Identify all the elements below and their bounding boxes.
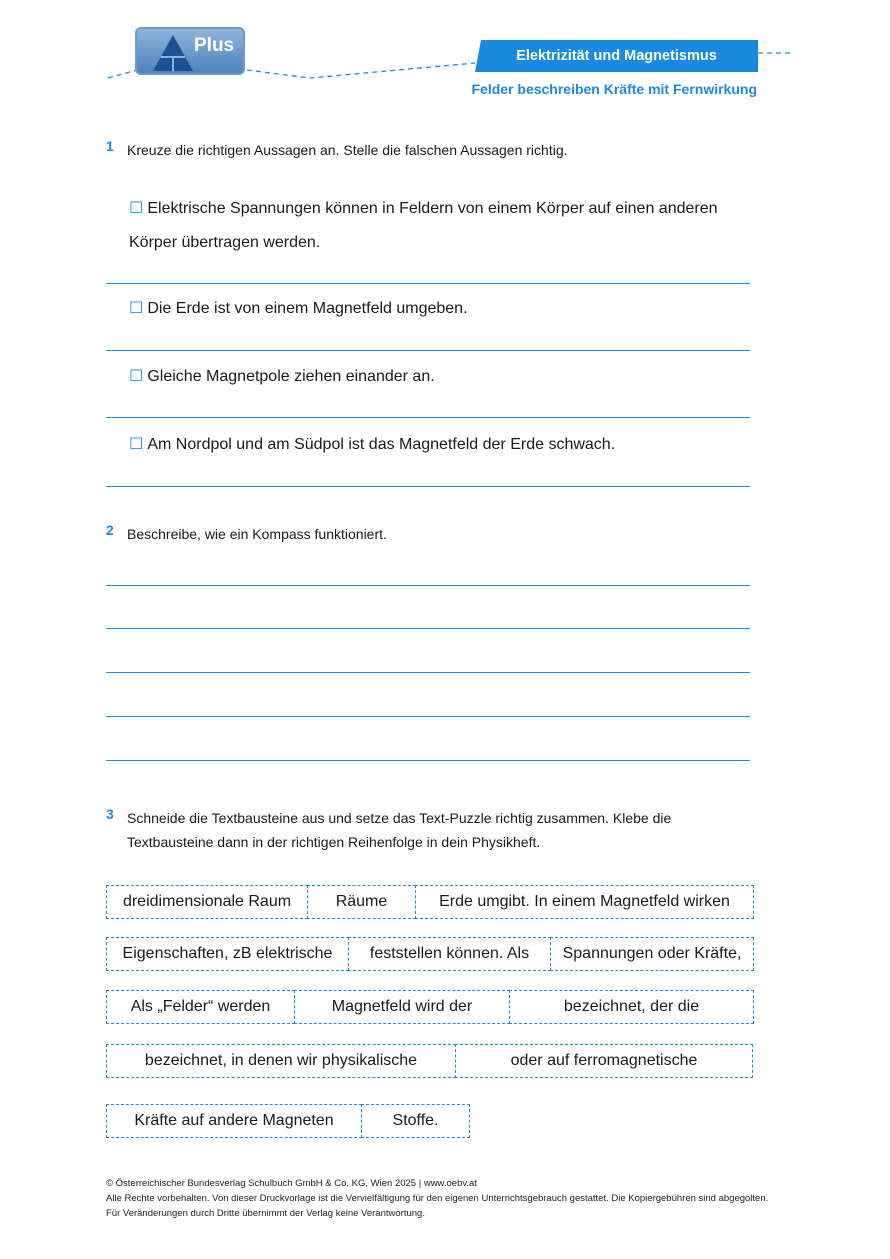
puzzle-piece[interactable]: Spannungen oder Kräfte, <box>550 937 754 971</box>
puzzle-piece[interactable]: Als „Felder“ werden <box>106 990 295 1024</box>
statement-text: Körper übertragen werden. <box>129 234 321 251</box>
puzzle-piece[interactable]: bezeichnet, in denen wir physikalische <box>106 1044 456 1078</box>
checkbox-icon[interactable]: ☐ <box>129 300 144 317</box>
task-1-instruction: Kreuze die richtigen Aussagen an. Stelle die falschen Aussagen richtig. <box>127 142 568 158</box>
puzzle-piece[interactable]: bezeichnet, der die <box>509 990 754 1024</box>
statement-text: Die Erde ist von einem Magnetfeld umgeben. <box>147 300 468 317</box>
answer-line[interactable] <box>106 672 750 673</box>
puzzle-piece[interactable]: Magnetfeld wird der <box>294 990 510 1024</box>
statement-1 <box>129 192 718 260</box>
statement-2 <box>129 292 468 326</box>
puzzle-piece[interactable]: dreidimensionale Raum <box>106 885 308 919</box>
answer-line[interactable] <box>106 486 750 487</box>
statement-3 <box>129 360 435 394</box>
checkbox-icon[interactable]: ☐ <box>129 436 144 453</box>
answer-line[interactable] <box>106 585 750 586</box>
answer-line[interactable] <box>106 283 750 284</box>
instruction-line: Textbausteine dann in der richtigen Reihenfolge in dein Physikheft. <box>127 834 541 850</box>
puzzle-row-2 <box>106 937 754 971</box>
task-3-instruction <box>127 806 671 854</box>
task-2-instruction: Beschreibe, wie ein Kompass funktioniert. <box>127 526 387 542</box>
checkbox-icon[interactable]: ☐ <box>129 368 144 385</box>
puzzle-piece[interactable]: Kräfte auf andere Magneten <box>106 1104 362 1138</box>
puzzle-row-4 <box>106 1044 753 1078</box>
puzzle-row-5 <box>106 1104 470 1138</box>
task-2-number: 2 <box>106 522 114 538</box>
checkbox-icon[interactable]: ☐ <box>129 200 144 217</box>
task-1-number: 1 <box>106 138 114 154</box>
answer-line[interactable] <box>106 760 750 761</box>
footer-line: © Österreichischer Bundesverlag Schulbuch GmbH & Co. KG, Wien 2025 | www.oebv.at <box>106 1178 477 1189</box>
puzzle-piece[interactable]: feststellen können. Als <box>348 937 551 971</box>
puzzle-piece[interactable]: Eigenschaften, zB elektrische <box>106 937 349 971</box>
task-3-number: 3 <box>106 806 114 822</box>
statement-text: Am Nordpol und am Südpol ist das Magnetfeld der Erde schwach. <box>147 436 616 453</box>
puzzle-piece[interactable]: Stoffe. <box>361 1104 470 1138</box>
puzzle-piece[interactable]: oder auf ferromagnetische <box>455 1044 753 1078</box>
footer-line: Alle Rechte vorbehalten. Von dieser Druckvorlage ist die Vervielfältigung für den eigenen Unterrichtsgebrauch gestattet. Die Kopiergebühren sind abgegolten. <box>106 1193 769 1204</box>
answer-line[interactable] <box>106 628 750 629</box>
copyright-footer <box>106 1176 768 1221</box>
puzzle-row-3 <box>106 990 754 1024</box>
answer-line[interactable] <box>106 417 750 418</box>
statement-text: Gleiche Magnetpole ziehen einander an. <box>147 368 435 385</box>
answer-line[interactable] <box>106 716 750 717</box>
puzzle-piece[interactable]: Räume <box>307 885 416 919</box>
banner-title: Elektrizität und Magnetismus <box>516 48 717 64</box>
triangle-logo-icon <box>151 33 195 73</box>
statement-4 <box>129 428 615 462</box>
plus-logo <box>135 27 245 75</box>
instruction-line: Schneide die Textbausteine aus und setze das Text-Puzzle richtig zusammen. Klebe die <box>127 810 672 826</box>
answer-line[interactable] <box>106 350 750 351</box>
statement-text: Elektrische Spannungen können in Feldern von einem Körper auf einen anderen <box>147 200 718 217</box>
logo-text: Plus <box>194 35 235 56</box>
page-subtitle: Felder beschreiben Kräfte mit Fernwirkung <box>471 81 757 97</box>
puzzle-piece[interactable]: Erde umgibt. In einem Magnetfeld wirken <box>415 885 754 919</box>
footer-line: Für Veränderungen durch Dritte übernimmt der Verlag keine Verantwortung. <box>106 1208 425 1219</box>
puzzle-row-1 <box>106 885 754 919</box>
